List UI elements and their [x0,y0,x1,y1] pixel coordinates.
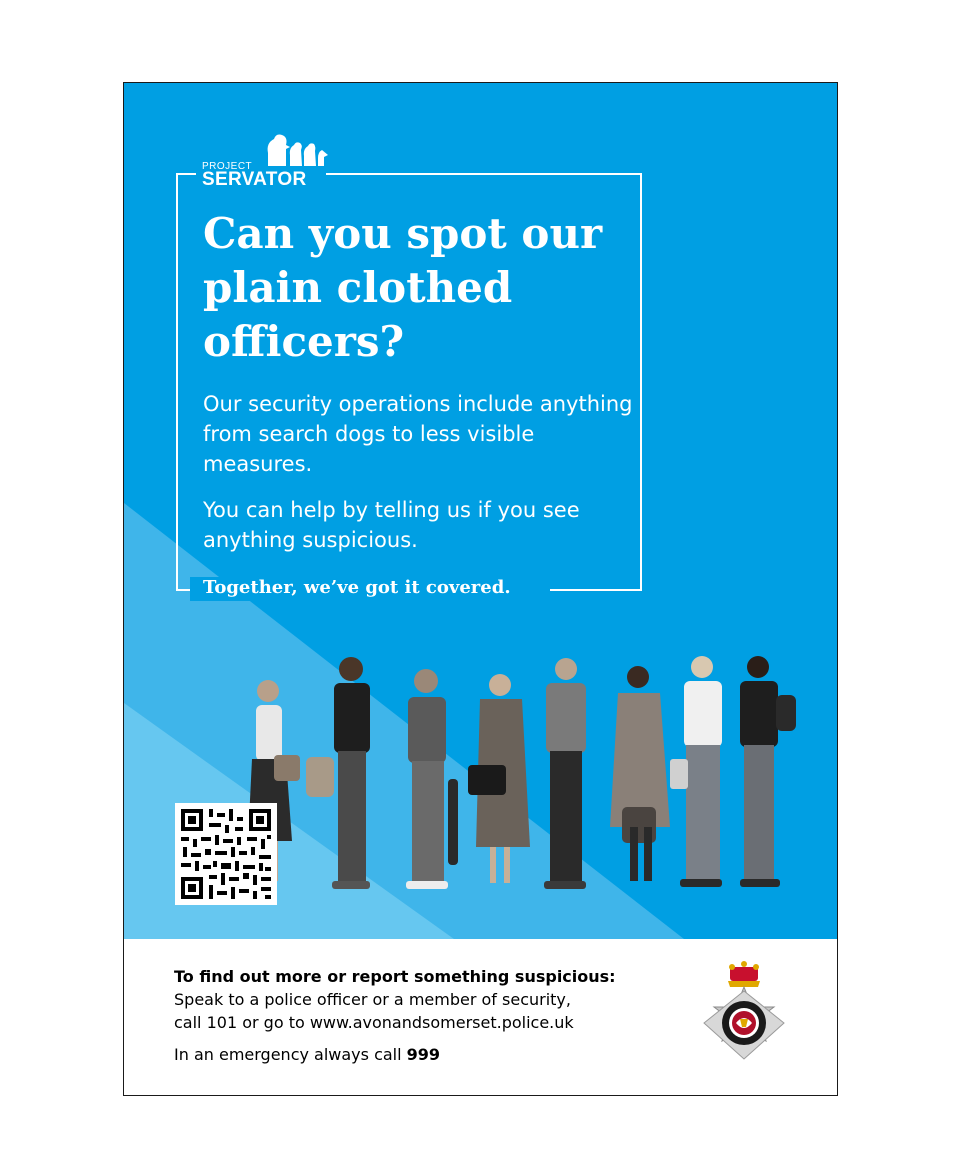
poster [123,82,838,1096]
footer [124,939,837,1095]
footer-line-website: call 101 or go to www.avonandsomerset.police.uk [174,1013,574,1032]
project-servator-logo [202,133,332,191]
footer-line-speak: Speak to a police officer or a member of security, [174,990,571,1009]
crown-icon [728,961,760,987]
emergency-number: 999 [406,1045,441,1064]
footer-emergency [174,1045,440,1064]
qr-code-icon[interactable] [175,803,277,905]
police-crest-icon [698,961,790,1067]
paragraph-help: You can help by telling us if you see anything suspicious. [203,498,580,552]
servator-figures-icon [262,133,332,167]
paragraph-security-operations: Our security operations include anything from search dogs to less visible measures. [203,392,633,476]
people-group-illustration [246,647,806,907]
footer-heading: To find out more or report something suspicious: [174,967,616,986]
logo-servator-text: SERVATOR [202,169,307,190]
tagline: Together, we’ve got it covered. [203,577,511,598]
headline: Can you spot our plain clothed officers? [203,209,603,366]
emergency-text: In an emergency always call [174,1045,402,1064]
poster-blue-panel [124,83,837,939]
logo-project-text: PROJECT [202,161,253,172]
